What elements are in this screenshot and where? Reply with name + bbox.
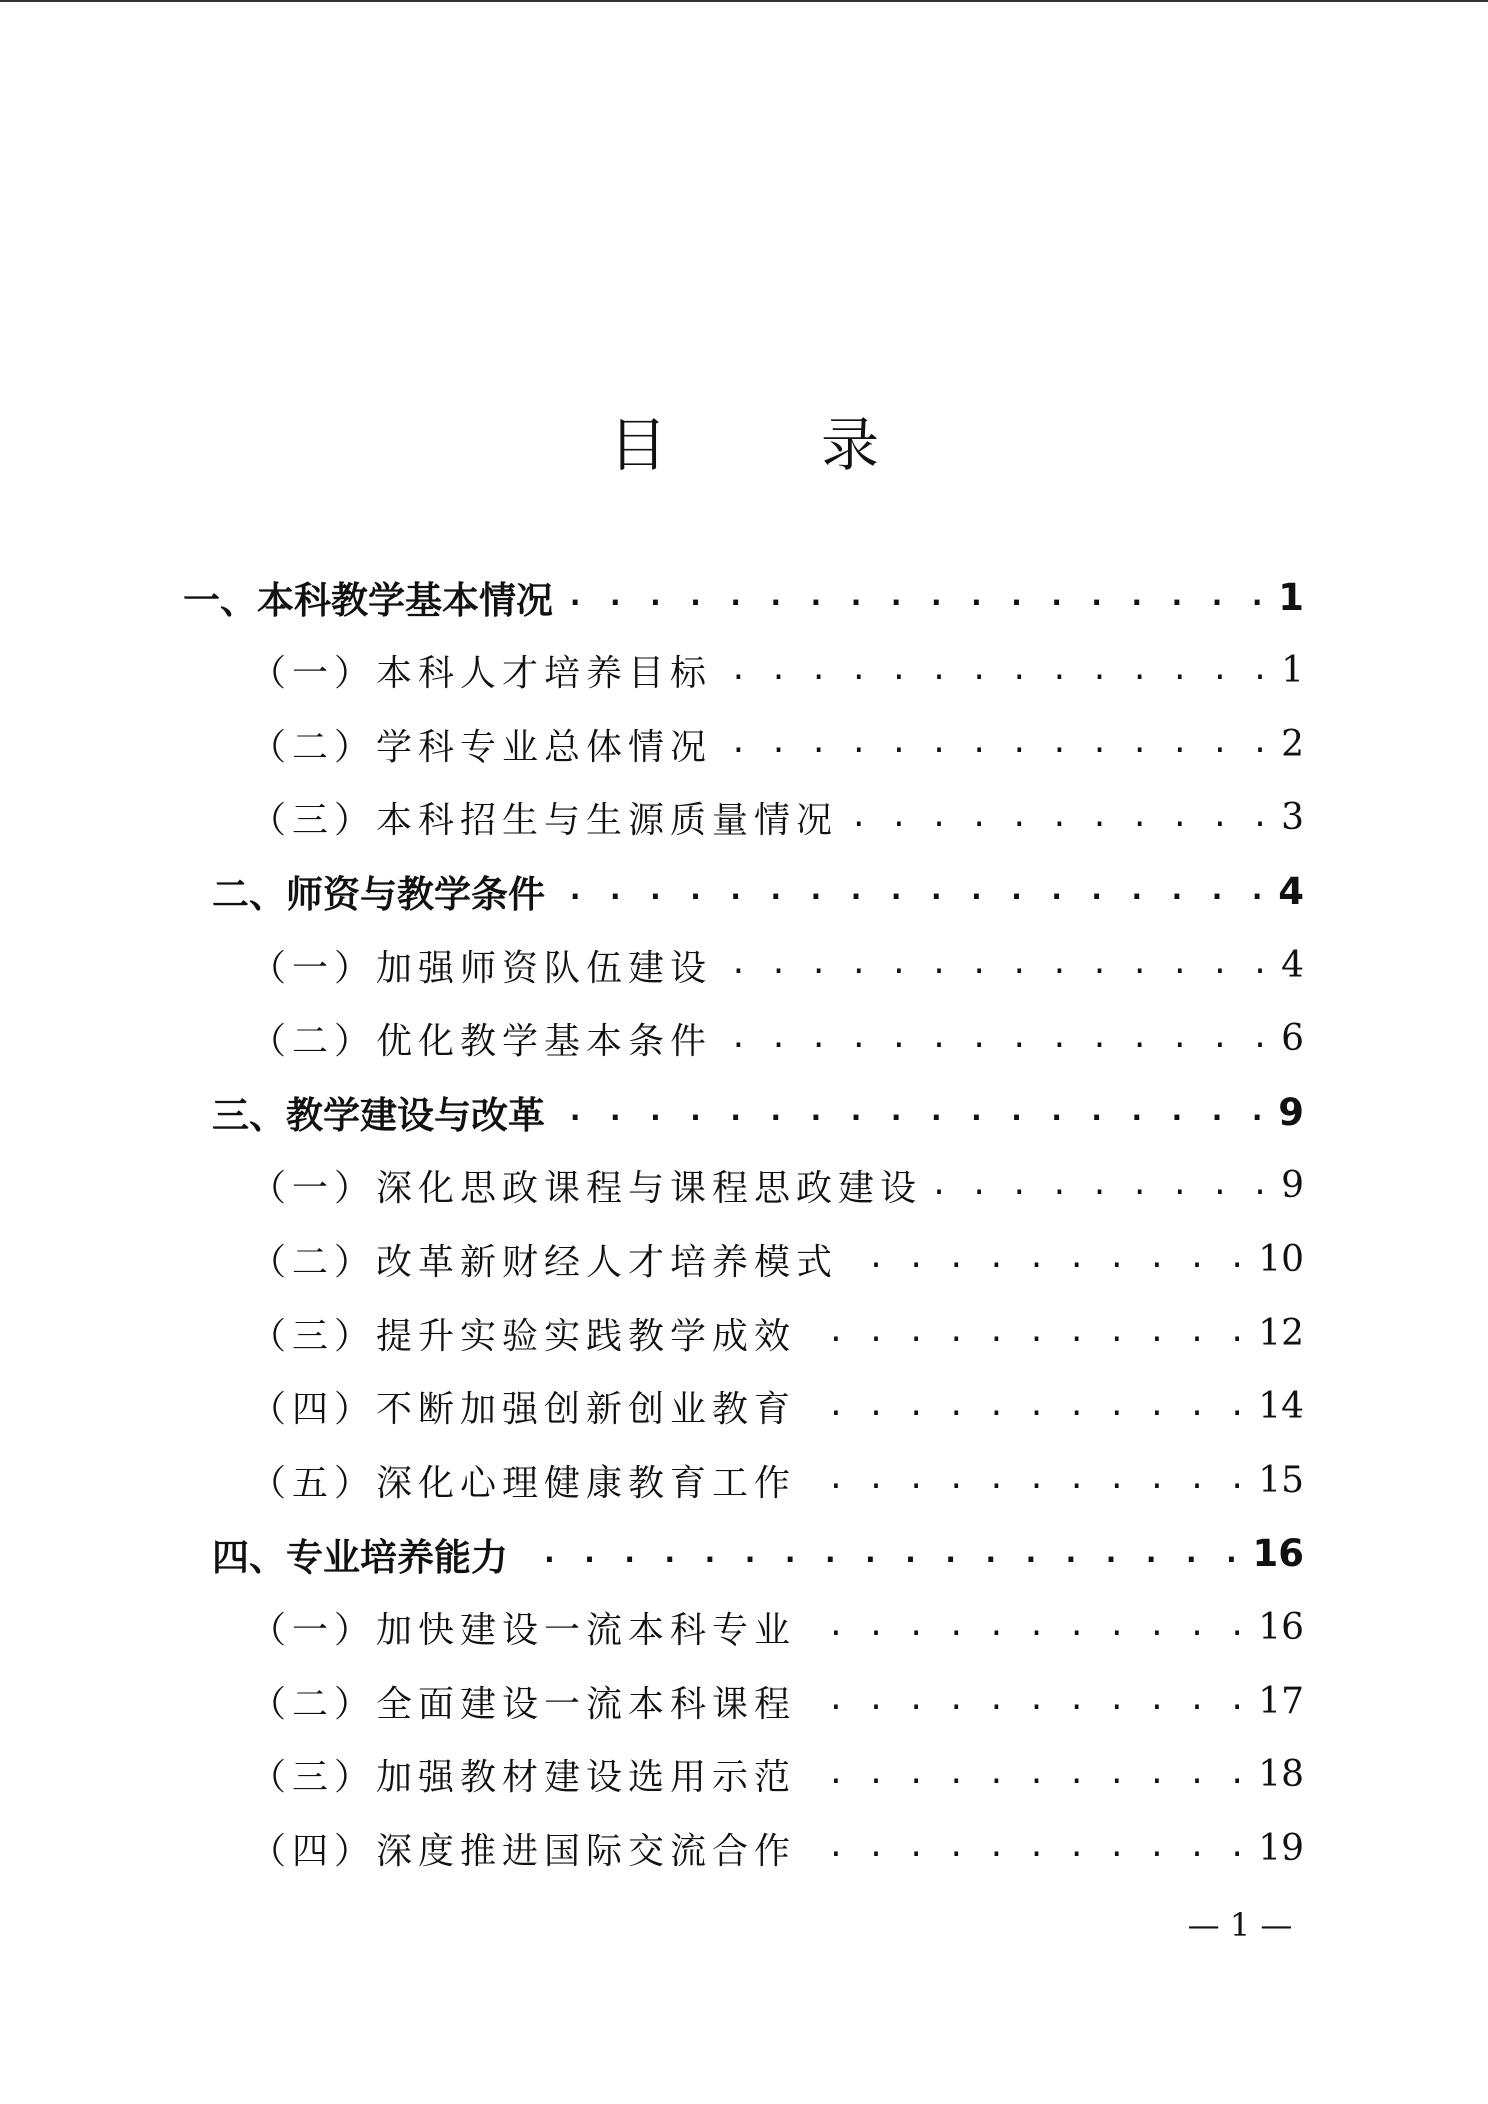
page-title: 目 录 (608, 411, 927, 479)
dot-leader (726, 1019, 1271, 1059)
toc-entry-page-number: 17 (1258, 1680, 1304, 1722)
dot-leader (810, 1387, 1248, 1427)
toc-subsection-entry[interactable] (250, 1002, 1304, 1076)
toc-entry-page-number: 19 (1258, 1827, 1304, 1869)
dot-leader (810, 1460, 1248, 1500)
toc-subsection-entry[interactable] (250, 1811, 1304, 1885)
toc-entry-label: （一）加快建设一流本科专业 (250, 1609, 797, 1651)
toc-section-entry[interactable] (212, 854, 1304, 928)
toc-entry-page-number: 1 (1278, 575, 1304, 619)
toc-entry-label: （四）深度推进国际交流合作 (250, 1830, 797, 1872)
toc-entry-label: （四）不断加强创新创业教育 (250, 1389, 797, 1431)
toc-entry-label: 四、专业培养能力 (212, 1535, 508, 1579)
toc-entry-label: （一）深化思政课程与课程思政建设 (250, 1168, 923, 1210)
toc-entry-page-number: 14 (1258, 1386, 1304, 1428)
toc-entry-page-number: 1 (1281, 650, 1304, 692)
page-number-footer: — 1 — (1187, 1906, 1293, 1944)
top-border-line (0, 0, 1488, 2)
toc-entry-page-number: 9 (1278, 1090, 1304, 1134)
dot-leader (567, 577, 1268, 617)
toc-entry-page-number: 12 (1258, 1312, 1304, 1354)
toc-subsection-entry[interactable] (250, 1370, 1304, 1444)
toc-entry-page-number: 3 (1281, 797, 1304, 839)
toc-section-entry[interactable] (212, 1075, 1304, 1149)
toc-subsection-entry[interactable] (250, 634, 1304, 708)
toc-entry-label: （二）全面建设一流本科课程 (250, 1683, 797, 1725)
toc-subsection-entry[interactable] (250, 1590, 1304, 1664)
dot-leader (852, 798, 1271, 838)
dot-leader (810, 1313, 1248, 1353)
dot-leader (810, 1828, 1248, 1868)
dot-leader (810, 1607, 1248, 1647)
toc-entry-label: （二）优化教学基本条件 (250, 1021, 713, 1063)
toc-entry-label: （三）本科招生与生源质量情况 (250, 800, 839, 842)
toc-subsection-entry[interactable] (250, 707, 1304, 781)
toc-entry-label: （三）加强教材建设选用示范 (250, 1757, 797, 1799)
toc-entry-page-number: 4 (1278, 869, 1304, 913)
toc-subsection-entry[interactable] (250, 1738, 1304, 1812)
dot-leader (522, 1534, 1243, 1574)
toc-entry-page-number: 4 (1281, 944, 1304, 986)
toc-entry-page-number: 16 (1258, 1606, 1304, 1648)
toc-entry-label: （一）加强师资队伍建设 (250, 947, 713, 989)
toc-section-entry[interactable] (212, 1517, 1304, 1591)
toc-entry-page-number: 6 (1281, 1018, 1304, 1060)
toc-entry-label: （二）学科专业总体情况 (250, 726, 713, 768)
dot-leader (936, 1166, 1271, 1206)
dot-leader (559, 871, 1268, 911)
dot-leader (726, 945, 1271, 985)
dot-leader (559, 1092, 1268, 1132)
toc-entry-page-number: 16 (1252, 1532, 1304, 1576)
toc-entry-label: 二、师资与教学条件 (212, 873, 545, 917)
dot-leader (852, 1239, 1248, 1279)
toc-entry-label: 一、本科教学基本情况 (183, 579, 553, 622)
toc-subsection-entry[interactable] (250, 781, 1304, 855)
toc-subsection-entry[interactable] (250, 1149, 1304, 1223)
toc-entry-page-number: 15 (1258, 1459, 1304, 1501)
toc-subsection-entry[interactable] (250, 1664, 1304, 1738)
toc-subsection-entry[interactable] (250, 1296, 1304, 1370)
dot-leader (810, 1681, 1248, 1721)
toc-entry-label: （三）提升实验实践教学成效 (250, 1315, 797, 1357)
toc-entry-page-number: 10 (1258, 1238, 1304, 1280)
toc-section-entry[interactable] (183, 560, 1304, 634)
toc-subsection-entry[interactable] (250, 1222, 1304, 1296)
toc-entry-page-number: 18 (1258, 1754, 1304, 1796)
toc-entry-label: 三、教学建设与改革 (212, 1094, 545, 1138)
dot-leader (726, 651, 1271, 691)
toc-entry-label: （二）改革新财经人才培养模式 (250, 1241, 839, 1283)
toc-subsection-entry[interactable] (250, 928, 1304, 1002)
toc-subsection-entry[interactable] (250, 1443, 1304, 1517)
toc-entry-label: （五）深化心理健康教育工作 (250, 1462, 797, 1504)
toc-entry-label: （一）本科人才培养目标 (250, 653, 713, 695)
toc-entry-page-number: 2 (1281, 723, 1304, 765)
dot-leader (810, 1755, 1248, 1795)
dot-leader (726, 724, 1271, 764)
toc-entry-page-number: 9 (1281, 1165, 1304, 1207)
